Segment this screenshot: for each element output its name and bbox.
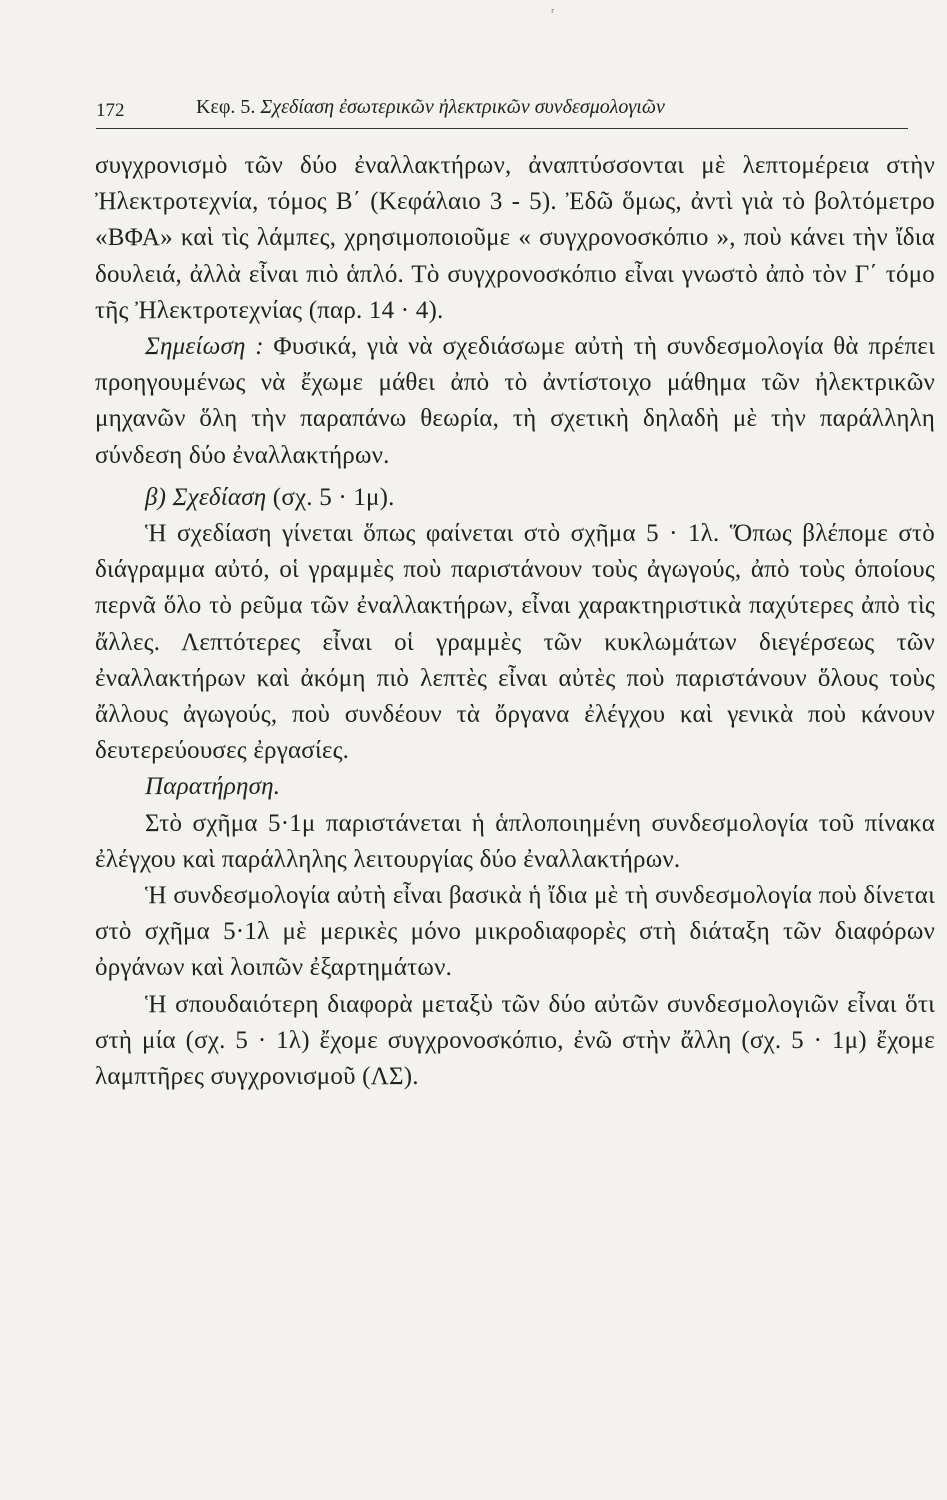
subsection-title: β) Σχεδίαση [145, 483, 267, 511]
paragraph-text: Στὸ σχῆμα 5·1μ παριστάνεται ἡ ἁπλοποιημένη συνδεσμολογία τοῦ πίνακα ἐλέγχου καὶ παράλληλης λειτουργίας δύο ἐναλλακτήρων. [95, 809, 935, 873]
paragraph-remark-1 [95, 806, 935, 878]
paragraph-text: Ἡ συνδεσμολογία αὐτὴ εἶναι βασικὰ ἡ ἴδια μὲ τὴ συνδεσμολογία ποὺ δίνεται στὸ σχῆμα 5·1λ μὲ μερικὲς μόνο μικροδιαφορὲς στὴ διάταξη τῶν διαφόρων ὀργάνων καὶ λοιπῶν ἐξαρτημάτων. [95, 882, 935, 982]
running-header [96, 90, 926, 128]
paragraph-design [95, 516, 935, 769]
chapter-title: Σχεδίαση ἐσωτερικῶν ἠλεκτρικῶν συνδεσμολογιῶν [260, 96, 665, 118]
body-text [95, 148, 935, 1095]
subsection-figure-ref: (σχ. 5 · 1μ). [266, 483, 395, 511]
remark-title: Παρατήρηση. [145, 773, 281, 801]
paragraph-continuation [95, 148, 935, 329]
subsection-heading [95, 480, 935, 516]
page-number: 172 [96, 100, 125, 121]
running-head [196, 96, 665, 119]
chapter-label: Κεφ. 5. [196, 96, 256, 118]
header-rule [96, 128, 908, 129]
paragraph-remark-3 [95, 987, 935, 1096]
paragraph-text: Ἡ σχεδίαση γίνεται ὅπως φαίνεται στὸ σχῆμα 5 · 1λ. Ὅπως βλέπομε στὸ διάγραμμα αὐτό, οἱ γραμμὲς ποὺ παριστάνουν τοὺς ἀγωγούς, ἀπὸ τοὺς ὁποίους περνᾶ ὅλο τὸ ρεῦμα τῶν ἐναλλακτήρων, εἶναι χαρακτηριστικὰ παχύτερες ἀπὸ τὶς ἄλλες. Λεπτότερες εἶναι οἱ γραμμὲς τῶν κυκλωμάτων διεγέρσεως τῶν ἐναλλακτήρων καὶ ἀκόμη πιὸ λεπτὲς εἶναι αὐτὲς ποὺ παριστάνουν ὅλους τοὺς ἄλλους ἀγωγούς, ποὺ συνδέουν τὰ ὄργανα ἐλέγχου καὶ γενικὰ ποὺ κάνουν δευτερεύουσες ἐργασίες. [95, 520, 935, 765]
stray-ink-mark: ʳ [551, 6, 555, 21]
paragraph-text: συγχρονισμὸ τῶν δύο ἐναλλακτήρων, ἀναπτύσσονται μὲ λεπτομέρεια στὴν Ἠλεκτροτεχνία, τόμος Β΄ (Κεφάλαιο 3 - 5). Ἐδῶ ὅμως, ἀντὶ γιὰ τὸ βολτόμετρο «ΒΦΑ» καὶ τὶς λάμπες, χρησιμοποιοῦμε « συγχρονοσκόπιο », ποὺ κάνει τὴν ἴδια δουλειά, ἀλλὰ εἶναι πιὸ ἁπλό. Τὸ συγχρονοσκόπιο εἶναι γνωστὸ ἀπὸ τὸν Γ΄ τόμο τῆς Ἠλεκτροτεχνίας (παρ. 14 · 4). [95, 152, 935, 324]
paragraph-remark-2 [95, 878, 935, 987]
note-text: Φυσικά, γιὰ νὰ σχεδιάσωμε αὐτὴ τὴ συνδεσμολογία θὰ πρέπει προηγουμένως νὰ ἔχωμε μάθει ἀπὸ τὸ ἀντίστοιχο μάθημα τῶν ἠλεκτρικῶν μηχανῶν ὅλη τὴν παραπάνω θεωρία, τὴ σχετικὴ δηλαδὴ μὲ τὴν παράλληλη σύνδεση δύο ἐναλλακτήρων. [95, 333, 935, 469]
remark-heading [95, 769, 935, 805]
paragraph-text: Ἡ σπουδαιότερη διαφορὰ μεταξὺ τῶν δύο αὐτῶν συνδεσμολογιῶν εἶναι ὅτι στὴ μία (σχ. 5 · 1λ) ἔχομε συγχρονοσκόπιο, ἐνῶ στὴν ἄλλη (σχ. 5 · 1μ) ἔχομε λαμπτῆρες συγχρονισμοῦ (ΛΣ). [95, 990, 935, 1091]
note-label: Σημείωση : [145, 333, 264, 361]
paragraph-note [95, 329, 935, 474]
